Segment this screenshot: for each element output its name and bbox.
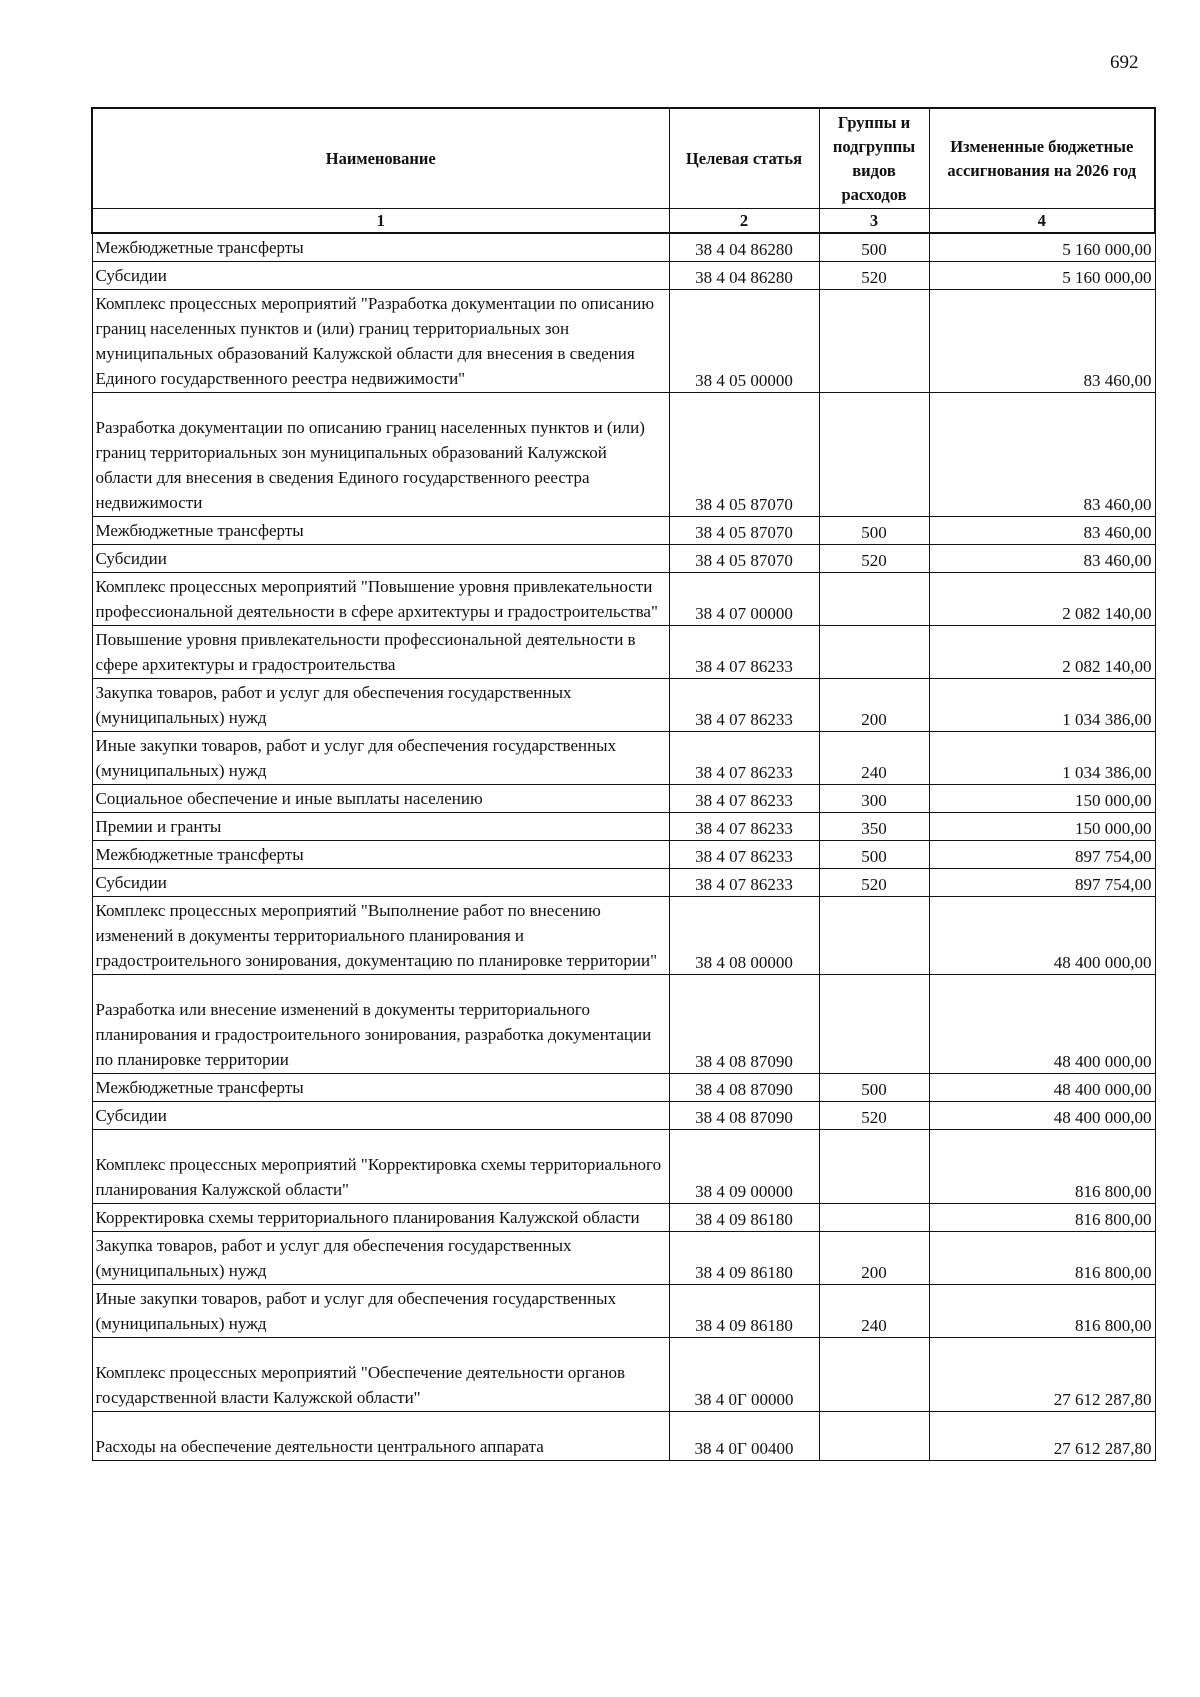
row-target-article: 38 4 08 87090 [669, 1102, 819, 1130]
row-expense-group [819, 626, 929, 679]
table-row [92, 869, 1155, 897]
row-target-article: 38 4 05 00000 [669, 290, 819, 393]
row-target-article: 38 4 07 86233 [669, 785, 819, 813]
row-expense-group [819, 290, 929, 393]
row-target-article: 38 4 0Г 00400 [669, 1412, 819, 1461]
row-target-article: 38 4 08 00000 [669, 897, 819, 975]
row-target-article: 38 4 04 86280 [669, 262, 819, 290]
row-expense-group: 240 [819, 732, 929, 785]
row-amount: 816 800,00 [929, 1285, 1155, 1338]
row-target-article: 38 4 09 86180 [669, 1285, 819, 1338]
row-expense-group: 520 [819, 262, 929, 290]
column-number-3: 3 [819, 209, 929, 234]
table-row [92, 517, 1155, 545]
row-expense-group [819, 975, 929, 1074]
table-row [92, 233, 1155, 262]
row-target-article: 38 4 08 87090 [669, 1074, 819, 1102]
row-expense-group [819, 1338, 929, 1412]
row-amount: 150 000,00 [929, 785, 1155, 813]
row-amount: 816 800,00 [929, 1204, 1155, 1232]
table-row [92, 1232, 1155, 1285]
row-target-article: 38 4 05 87070 [669, 393, 819, 517]
row-target-article: 38 4 07 00000 [669, 573, 819, 626]
row-amount: 83 460,00 [929, 545, 1155, 573]
row-target-article: 38 4 07 86233 [669, 813, 819, 841]
row-name: Комплекс процессных мероприятий "Обеспечение деятельности органов государственной власти Калужской области" [92, 1338, 669, 1412]
row-expense-group: 350 [819, 813, 929, 841]
column-number-4: 4 [929, 209, 1155, 234]
row-amount: 48 400 000,00 [929, 975, 1155, 1074]
row-expense-group [819, 393, 929, 517]
row-expense-group: 200 [819, 1232, 929, 1285]
column-header-amount: Измененные бюджетные ассигнования на 2026 год [929, 108, 1155, 209]
row-amount: 1 034 386,00 [929, 732, 1155, 785]
row-amount: 897 754,00 [929, 869, 1155, 897]
row-name: Разработка документации по описанию границ населенных пунктов и (или) границ территориальных зон муниципальных образований Калужской области для внесения в сведения Единого государственного реестра недвижимости [92, 393, 669, 517]
row-name: Межбюджетные трансферты [92, 517, 669, 545]
table-row [92, 545, 1155, 573]
row-target-article: 38 4 07 86233 [669, 626, 819, 679]
row-amount: 1 034 386,00 [929, 679, 1155, 732]
row-name: Комплекс процессных мероприятий "Повышение уровня привлекательности профессиональной деятельности в сфере архитектуры и градостроительства" [92, 573, 669, 626]
row-expense-group [819, 1130, 929, 1204]
row-expense-group [819, 1204, 929, 1232]
row-amount: 5 160 000,00 [929, 233, 1155, 262]
table-body [92, 233, 1155, 1461]
row-name: Разработка или внесение изменений в документы территориального планирования и градостроительного зонирования, разработка документации по планировке территории [92, 975, 669, 1074]
row-expense-group: 520 [819, 869, 929, 897]
row-name: Закупка товаров, работ и услуг для обеспечения государственных (муниципальных) нужд [92, 679, 669, 732]
table-header-row [92, 108, 1155, 209]
row-name: Субсидии [92, 1102, 669, 1130]
page-number: 692 [1110, 52, 1139, 73]
row-name: Премии и гранты [92, 813, 669, 841]
row-expense-group: 500 [819, 517, 929, 545]
row-expense-group: 520 [819, 545, 929, 573]
row-target-article: 38 4 07 86233 [669, 679, 819, 732]
row-expense-group [819, 1412, 929, 1461]
column-number-2: 2 [669, 209, 819, 234]
row-expense-group [819, 573, 929, 626]
table-row [92, 1338, 1155, 1412]
row-expense-group: 200 [819, 679, 929, 732]
row-amount: 2 082 140,00 [929, 626, 1155, 679]
row-name: Иные закупки товаров, работ и услуг для обеспечения государственных (муниципальных) нужд [92, 1285, 669, 1338]
row-target-article: 38 4 09 86180 [669, 1232, 819, 1285]
row-amount: 150 000,00 [929, 813, 1155, 841]
row-amount: 48 400 000,00 [929, 1074, 1155, 1102]
row-name: Социальное обеспечение и иные выплаты населению [92, 785, 669, 813]
row-target-article: 38 4 08 87090 [669, 975, 819, 1074]
row-target-article: 38 4 09 86180 [669, 1204, 819, 1232]
column-header-name: Наименование [92, 108, 669, 209]
column-header-expense-groups: Группы и подгруппы видов расходов [819, 108, 929, 209]
table-row [92, 1102, 1155, 1130]
row-amount: 27 612 287,80 [929, 1338, 1155, 1412]
row-expense-group: 300 [819, 785, 929, 813]
table-row [92, 785, 1155, 813]
row-name: Межбюджетные трансферты [92, 841, 669, 869]
table-row [92, 897, 1155, 975]
row-amount: 5 160 000,00 [929, 262, 1155, 290]
row-name: Корректировка схемы территориального планирования Калужской области [92, 1204, 669, 1232]
table-row [92, 841, 1155, 869]
table-row [92, 1204, 1155, 1232]
row-expense-group: 500 [819, 841, 929, 869]
column-number-1: 1 [92, 209, 669, 234]
table-row [92, 679, 1155, 732]
table-row [92, 813, 1155, 841]
row-amount: 48 400 000,00 [929, 1102, 1155, 1130]
row-target-article: 38 4 07 86233 [669, 869, 819, 897]
row-name: Субсидии [92, 262, 669, 290]
row-amount: 83 460,00 [929, 393, 1155, 517]
row-target-article: 38 4 04 86280 [669, 233, 819, 262]
row-amount: 48 400 000,00 [929, 897, 1155, 975]
row-name: Субсидии [92, 545, 669, 573]
table-row [92, 1074, 1155, 1102]
row-name: Комплекс процессных мероприятий "Выполнение работ по внесению изменений в документы территориального планирования и градостроительного зонирования, документацию по планировке территории" [92, 897, 669, 975]
table-row [92, 732, 1155, 785]
row-name: Комплекс процессных мероприятий "Корректировка схемы территориального планирования Калужской области" [92, 1130, 669, 1204]
table-row [92, 573, 1155, 626]
row-target-article: 38 4 0Г 00000 [669, 1338, 819, 1412]
row-target-article: 38 4 05 87070 [669, 545, 819, 573]
row-name: Иные закупки товаров, работ и услуг для обеспечения государственных (муниципальных) нужд [92, 732, 669, 785]
row-amount: 83 460,00 [929, 290, 1155, 393]
table-row [92, 1130, 1155, 1204]
table-row [92, 290, 1155, 393]
row-expense-group: 520 [819, 1102, 929, 1130]
row-target-article: 38 4 05 87070 [669, 517, 819, 545]
row-expense-group: 500 [819, 1074, 929, 1102]
row-expense-group: 240 [819, 1285, 929, 1338]
column-header-target-article: Целевая статья [669, 108, 819, 209]
table-row [92, 626, 1155, 679]
row-amount: 816 800,00 [929, 1232, 1155, 1285]
row-target-article: 38 4 07 86233 [669, 841, 819, 869]
table-row [92, 1412, 1155, 1461]
column-number-row [92, 209, 1155, 234]
table-row [92, 262, 1155, 290]
row-name: Повышение уровня привлекательности профессиональной деятельности в сфере архитектуры и градостроительства [92, 626, 669, 679]
row-amount: 27 612 287,80 [929, 1412, 1155, 1461]
row-target-article: 38 4 07 86233 [669, 732, 819, 785]
row-name: Комплекс процессных мероприятий "Разработка документации по описанию границ населенных пунктов и (или) границ территориальных зон муниципальных образований Калужской области для внесения в сведения Единого государственного реестра недвижимости" [92, 290, 669, 393]
table-row [92, 393, 1155, 517]
row-name: Закупка товаров, работ и услуг для обеспечения государственных (муниципальных) нужд [92, 1232, 669, 1285]
row-amount: 897 754,00 [929, 841, 1155, 869]
row-amount: 83 460,00 [929, 517, 1155, 545]
table-row [92, 1285, 1155, 1338]
row-expense-group [819, 897, 929, 975]
row-amount: 2 082 140,00 [929, 573, 1155, 626]
row-target-article: 38 4 09 00000 [669, 1130, 819, 1204]
row-expense-group: 500 [819, 233, 929, 262]
row-name: Межбюджетные трансферты [92, 1074, 669, 1102]
budget-table [91, 107, 1156, 1461]
table-row [92, 975, 1155, 1074]
row-name: Субсидии [92, 869, 669, 897]
row-amount: 816 800,00 [929, 1130, 1155, 1204]
row-name: Расходы на обеспечение деятельности центрального аппарата [92, 1412, 669, 1461]
row-name: Межбюджетные трансферты [92, 233, 669, 262]
